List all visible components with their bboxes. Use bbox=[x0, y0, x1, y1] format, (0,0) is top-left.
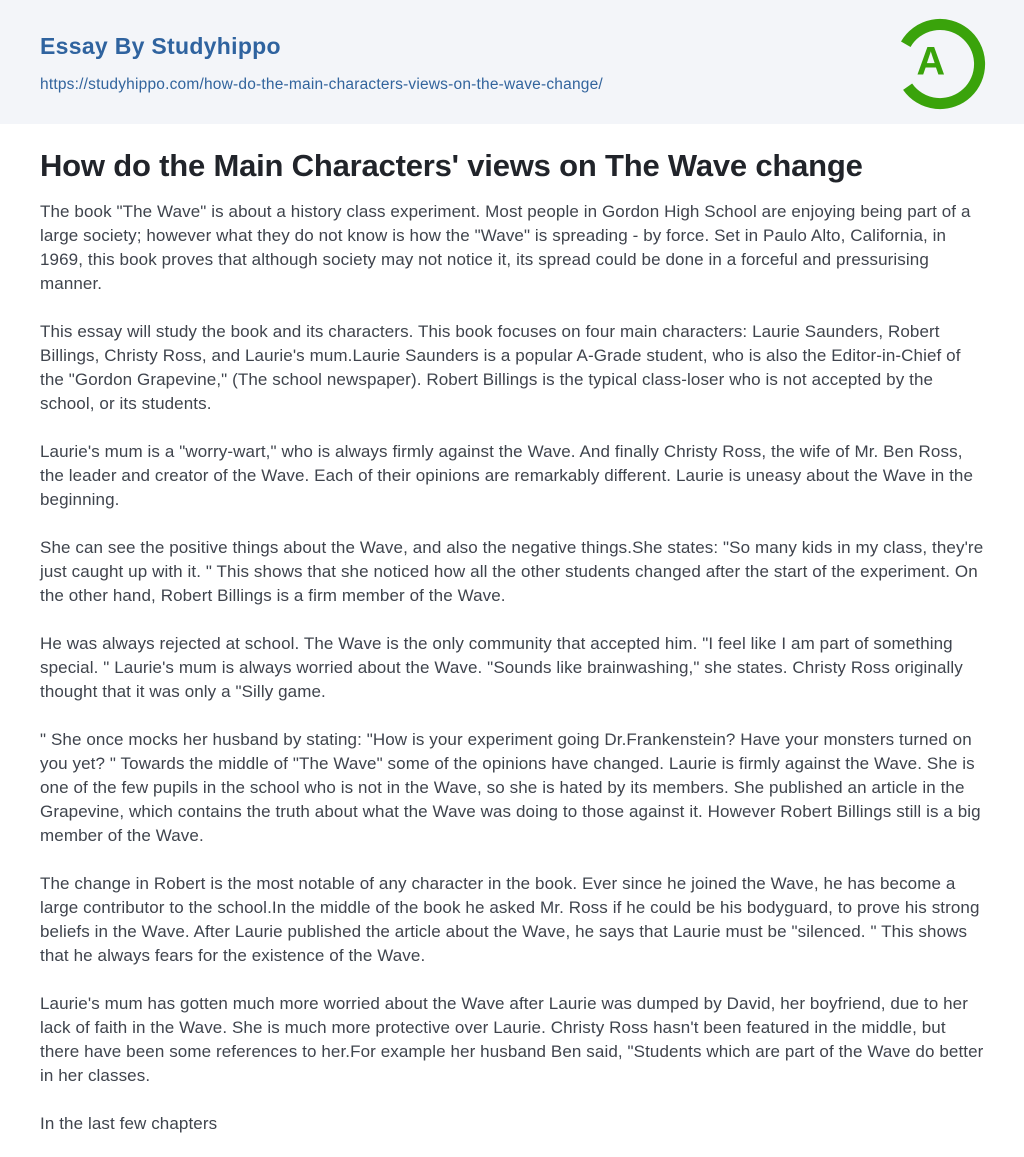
article-content bbox=[0, 124, 1024, 1136]
logo-letter: A bbox=[916, 39, 946, 84]
article-paragraph: In the last few chapters bbox=[40, 1114, 218, 1133]
article-title: How do the Main Characters' views on The Wave change bbox=[40, 148, 863, 183]
article-paragraph: The book "The Wave" is about a history class experiment. Most people in Gordon High School are enjoying being part of a large society; however what they do not know is how the "Wave" is spreading - by force. Set in Paulo Alto, California, in 1969, this book proves that although society may not notice it, its spread could be done in a forceful and pressurising manner. bbox=[40, 202, 971, 293]
page-header bbox=[0, 0, 1024, 124]
studyhippo-logo-icon bbox=[894, 18, 986, 110]
article-paragraph: This essay will study the book and its characters. This book focuses on four main characters: Laurie Saunders, Robert Billings, Christy Ross, and Laurie's mum.Laurie Saunders is a popular A-Grade student, who is also the Editor-in-Chief of the "Gordon Grapevine," (The school newspaper). Robert Billings is the typical class-loser who is not accepted by the school, or its students. bbox=[40, 322, 961, 413]
article-paragraph: Laurie's mum has gotten much more worried about the Wave after Laurie was dumped by David, her boyfriend, due to her lack of faith in the Wave. She is much more protective over Laurie. Christy Ross hasn't been featured in the middle, but there have been some references to her.For example her husband Ben said, "Students which are part of the Wave do better in her classes. bbox=[40, 994, 984, 1085]
article-paragraph: Laurie's mum is a "worry-wart," who is always firmly against the Wave. And finally Christy Ross, the wife of Mr. Ben Ross, the leader and creator of the Wave. Each of their opinions are remarkably different. Laurie is uneasy about the Wave in the beginning. bbox=[40, 442, 974, 509]
page-url-link[interactable]: https://studyhippo.com/how-do-the-main-characters-views-on-the-wave-change/ bbox=[40, 75, 603, 93]
site-title: Essay By Studyhippo bbox=[40, 32, 281, 59]
article-paragraph: He was always rejected at school. The Wave is the only community that accepted him. "I feel like I am part of something special. " Laurie's mum is always worried about the Wave. "Sounds like brainwashing," she states. Christy Ross originally thought that it was only a "Silly game. bbox=[40, 634, 963, 701]
article-paragraph: " She once mocks her husband by stating: "How is your experiment going Dr.Frankenstein? Have your monsters turned on you yet? " Towards the middle of "The Wave" some of the opinions have changed. Laurie is firmly against the Wave. She is one of the few pupils in the school who is not in the Wave, so she is hated by its members. She published an article in the Grapevine, which contains the truth about what the Wave was doing to those against it. However Robert Billings still is a big member of the Wave. bbox=[40, 730, 981, 845]
article-paragraph: She can see the positive things about the Wave, and also the negative things.She states: "So many kids in my class, they're just caught up with it. " This shows that she noticed how all the other students changed after the start of the experiment. On the other hand, Robert Billings is a firm member of the Wave. bbox=[40, 538, 984, 605]
article-paragraph: The change in Robert is the most notable of any character in the book. Ever since he joined the Wave, he has become a large contributor to the school.In the middle of the book he asked Mr. Ross if he could be his bodyguard, to prove his strong beliefs in the Wave. After Laurie published the article about the Wave, he says that Laurie must be "silenced. " This shows that he always fears for the existence of the Wave. bbox=[40, 874, 980, 965]
article-body bbox=[40, 200, 984, 1136]
header-text-block bbox=[40, 31, 603, 94]
